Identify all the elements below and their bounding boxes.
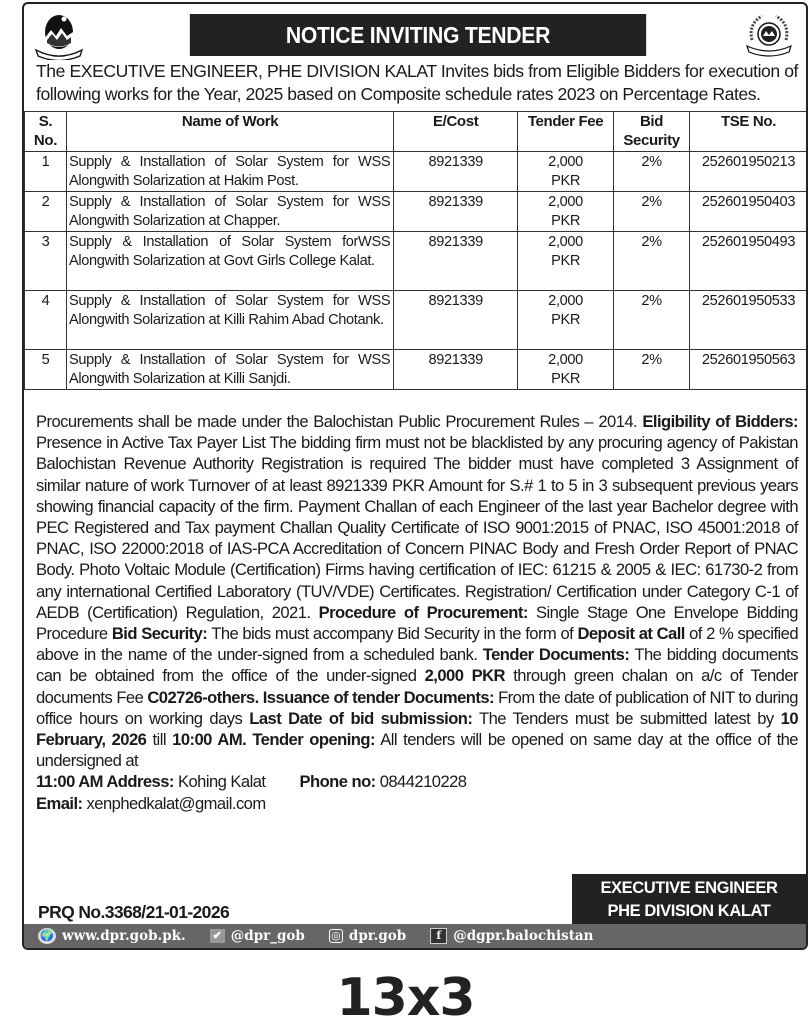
cell-tender-fee: 2,000 PKR [518, 232, 614, 291]
address-value: Kohing Kalat [173, 772, 266, 792]
social-bar [24, 924, 808, 948]
cell-name-of-work: Supply & Installation of Solar System forWSS Alongwith Solarization at Govt Girls College Kalat. [66, 232, 393, 291]
cell-name-of-work: Supply & Installation of Solar System for WSS Alongwith Solarization at Hakim Post. [66, 152, 393, 192]
opening-text: All tenders will be opened on same day at the office of the undersigned at [36, 730, 798, 771]
deposit-text: of 2 % specified above in the name of the under-signed from a scheduled bank. [36, 624, 798, 665]
tender-documents-label: Tender Documents: [482, 645, 630, 665]
cell-tse-no: 252601950533 [690, 291, 808, 350]
bid-security-label: Bid Security: [111, 624, 208, 644]
table-row [25, 152, 808, 192]
header-tse-no: TSE No. [690, 112, 808, 152]
cell-bid-security: 2% [614, 232, 690, 291]
signature-title: EXECUTIVE ENGINEER [600, 879, 778, 897]
cell-ecost: 8921339 [394, 350, 518, 390]
cell-bid-security: 2% [614, 192, 690, 232]
phone-label: Phone no: [299, 772, 376, 792]
header-name-of-work: Name of Work [66, 112, 393, 152]
address-line [36, 771, 798, 792]
email-line [36, 793, 798, 814]
cell-name-of-work: Supply & Installation of Solar System for WSS Alongwith Solarization at Killi Sanjdi. [66, 350, 393, 390]
fee-text: through green chalan on a/c of Tender documents Fee [36, 666, 798, 707]
till-text: till [146, 730, 173, 750]
website-link[interactable]: www.dpr.gob.pk. [62, 928, 186, 944]
procedure-label: Procedure of Procurement: [318, 602, 528, 622]
cell-tse-no: 252601950563 [690, 350, 808, 390]
cell-tender-fee: 2,000 PKR [518, 350, 614, 390]
cell-sno: 4 [25, 291, 67, 350]
cell-tse-no: 252601950213 [690, 152, 808, 192]
cell-name-of-work: Supply & Installation of Solar System for WSS Alongwith Solarization at Killi Rahim Abad Chotank. [66, 291, 393, 350]
department-emblem-icon [742, 12, 796, 60]
intro-paragraph: The EXECUTIVE ENGINEER, PHE DIVISION KALAT Invites bids from Eligible Bidders for execution of following works for the Year, 2025 based on Composite schedule rates 2023 on Percentage Rates. [36, 61, 798, 104]
header-bid-security: Bid Security [614, 112, 690, 152]
last-date-label: Last Date of bid submission: [249, 708, 473, 728]
instagram-handle[interactable]: dpr.gob [348, 928, 407, 944]
header-sno: S. No. [25, 112, 67, 152]
cell-bid-security: 2% [614, 350, 690, 390]
terms-body [36, 411, 798, 814]
tender-documents-text: The bidding documents can be obtained from the office of the under-signed [36, 645, 798, 686]
prq-number: PRQ No.3368/21-01-2026 [38, 902, 230, 922]
instagram-icon: ◎ [329, 929, 343, 943]
ad-size-label: 13x3 [336, 968, 475, 1028]
works-table [24, 111, 808, 390]
cell-name-of-work: Supply & Installation of Solar System for WSS Alongwith Solarization at Chapper. [66, 192, 393, 232]
cell-ecost: 8921339 [394, 152, 518, 192]
deposit-label: Deposit at Call [577, 624, 685, 644]
bid-security-text: The bids must accompany Bid Security in the form of [207, 624, 578, 644]
eligibility-text: Presence in Active Tax Payer List The bidding firm must not be blacklisted by any procuring agency of Pakistan Balochistan Revenue Authority Registration is required The bidder must have completed 3 Assignment of similar nature of work Turnover of at least 8921339 PKR Amount for S.# 1 to 5 in 3 subsequent previous years showing financial capacity of the firm. Payment Challan of each Engineer of the last year Bachelor degree with PEC Registered and Tax payment Challan Quality Certificate of ISO 9001:2015 of PNAC, ISO 45001:2018 of PNAC, ISO 22000:2018 of IAS-PCA Accreditation of Concern PINAC Body and Fresh Order Report of PNAC Body. Photo Voltaic Module (Certification) Firms having certification of IEC: 61215 & 2005 & IEC: 61730-2 from any international Certified Laboratory (TUV/VDE) Certificates. Registration/ Certification under Category C-1 of AEDB (Certification) Regulation, 2021. [36, 433, 798, 622]
facebook-handle[interactable]: @dgpr.balochistan [453, 928, 594, 944]
opening-time-address-label: 11:00 AM Address: [36, 772, 174, 792]
document-fee: 2,000 PKR [424, 666, 505, 686]
procurement-rules-text: Procurements shall be made under the Balochistan Public Procurement Rules – 2014. [36, 412, 643, 431]
cell-ecost: 8921339 [394, 232, 518, 291]
cell-ecost: 8921339 [394, 192, 518, 232]
procedure-text: Single Stage One Envelope Bidding Procedure [36, 602, 798, 644]
cell-ecost: 8921339 [394, 291, 518, 350]
signature-division: PHE DIVISION KALAT [607, 902, 771, 920]
table-header-row [25, 112, 808, 152]
tender-notice [22, 2, 808, 950]
deadline-time-opening-label: 10:00 AM. Tender opening: [172, 730, 375, 750]
cell-tender-fee: 2,000 PKR [518, 192, 614, 232]
eligibility-label: Eligibility of Bidders: [642, 412, 799, 431]
twitter-handle[interactable]: @dpr_gob [230, 928, 305, 944]
table-row [25, 232, 808, 291]
facebook-icon: f [430, 928, 447, 944]
table-row [25, 192, 808, 232]
balochistan-emblem-icon [32, 12, 86, 60]
cell-tender-fee: 2,000 PKR [518, 152, 614, 192]
cell-sno: 1 [25, 152, 67, 192]
cell-tender-fee: 2,000 PKR [518, 291, 614, 350]
deadline-date: 10 February, 2026 [36, 708, 798, 750]
header-ecost: E/Cost [394, 112, 518, 152]
cell-sno: 3 [25, 232, 67, 291]
email-label: Email: [36, 793, 83, 813]
issuance-text: From the date of publication of NIT to during office hours on working days [36, 687, 798, 728]
cell-sno: 5 [25, 350, 67, 390]
cell-tse-no: 252601950493 [690, 232, 808, 291]
signature-block [572, 874, 806, 926]
phone-value: 0844210228 [375, 772, 467, 792]
table-row [25, 350, 808, 390]
header-tender-fee: Tender Fee [518, 112, 614, 152]
table-row [25, 291, 808, 350]
twitter-icon: ✔ [210, 929, 225, 943]
fee-code-issuance-label: C02726-others. Issuance of tender Documents: [147, 687, 494, 707]
notice-title: NOTICE INVITING TENDER [190, 14, 646, 56]
cell-bid-security: 2% [614, 152, 690, 192]
email-value[interactable]: xenphedkalat@gmail.com [82, 793, 266, 813]
cell-bid-security: 2% [614, 291, 690, 350]
cell-tse-no: 252601950403 [690, 192, 808, 232]
last-date-text: The Tenders must be submitted latest by [472, 708, 781, 728]
svg-text:~~~~~: ~~~~~ [53, 54, 65, 59]
globe-icon: 🌍 [38, 928, 56, 944]
cell-sno: 2 [25, 192, 67, 232]
